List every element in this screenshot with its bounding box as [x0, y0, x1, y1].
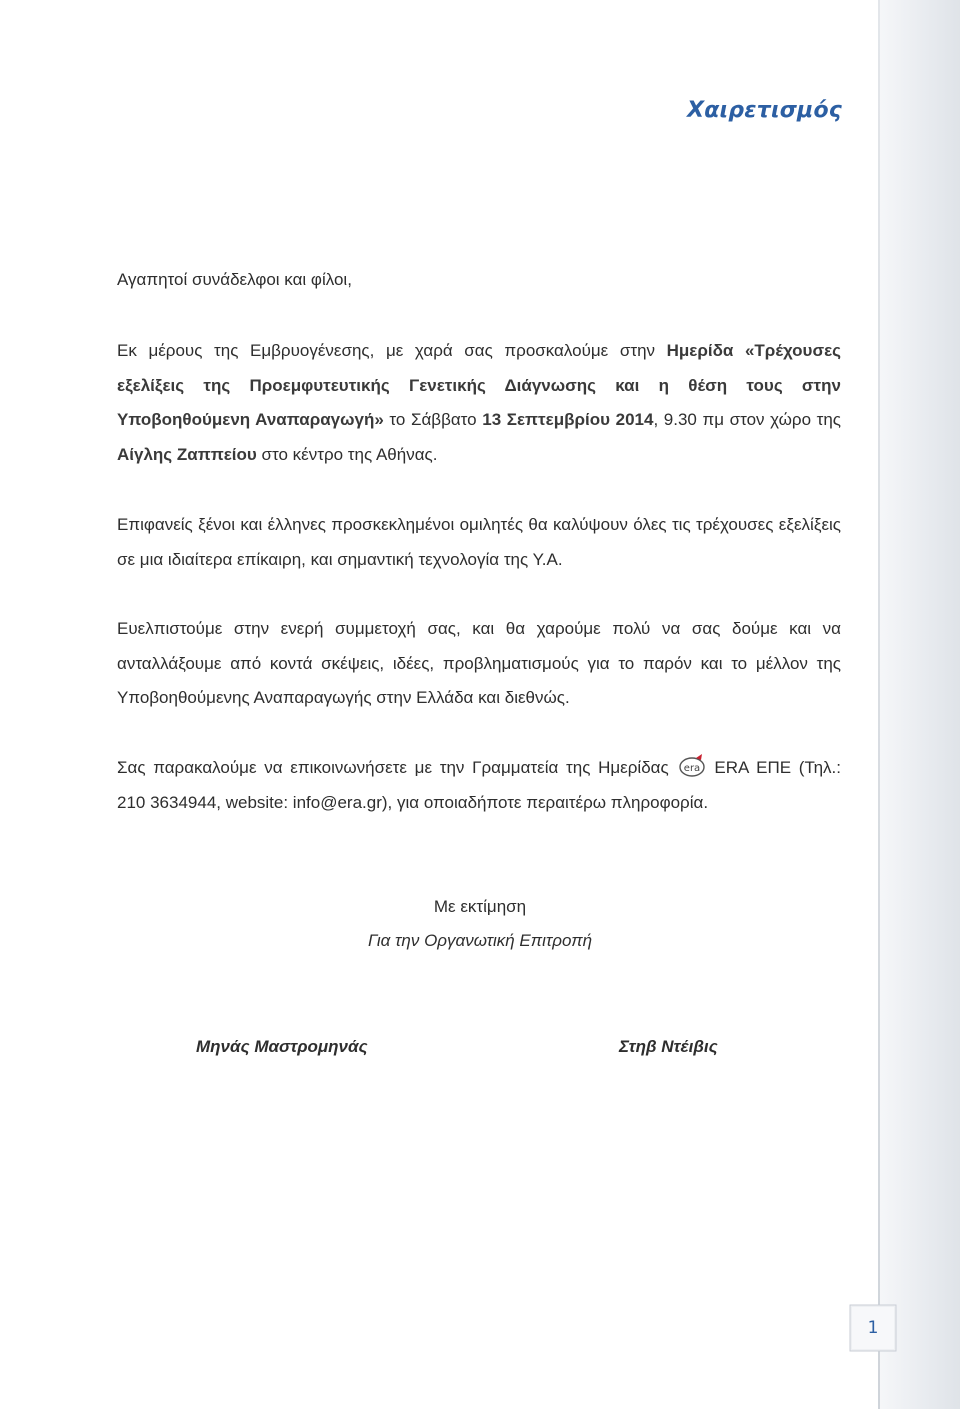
closing-committee: Για την Οργανωτική Επιτροπή	[367, 931, 593, 950]
era-logo-text: era	[684, 763, 701, 774]
invitation-text-4: στο κέντρο της Αθήνας.	[256, 444, 438, 464]
paragraph-invitation	[117, 334, 841, 472]
invitation-text-1: Εκ μέρους της Εμβρυογένεσης, με χαρά σας προσκαλούμε στην	[117, 341, 667, 360]
right-decorative-band	[878, 0, 960, 1409]
contact-text-1: Σας παρακαλούμε να επικοινωνήσετε με την Γραμματεία της Ημερίδας	[117, 758, 669, 777]
signature-name-1: Μηνάς Μαστρομηνάς	[196, 1037, 368, 1056]
page-number: 1	[867, 1318, 879, 1338]
event-venue: Αίγλης Ζαππείου	[117, 444, 257, 464]
closing-regards: Με εκτίμηση	[433, 897, 527, 916]
event-date: 13 Σεπτεμβρίου 2014	[482, 410, 654, 429]
paragraph-contact	[117, 751, 841, 820]
invitation-text-2: το Σάββατο	[383, 410, 483, 429]
signature-name-2: Στηβ Ντέιβις	[619, 1037, 718, 1056]
contact-text-2: ERA ΕΠΕ (Τηλ.: 210 3634944, website: info@era.gr), για οποιαδήποτε περαιτέρω πληροφορία.	[117, 758, 841, 812]
greeting: Αγαπητοί συνάδελφοι και φίλοι,	[117, 270, 352, 289]
era-logo	[678, 755, 708, 777]
page-title: Χαιρετισμός	[687, 98, 842, 123]
paragraph-participation: Ευελπιστούμε στην ενερή συμμετοχή σας, και θα χαρούμε πολύ να σας δούμε και να ανταλλάξουμε από κοντά σκέψεις, ιδέες, προβληματισμούς για το παρόν και το μέλλον της Υποβοηθούμενης Αναπαραγωγής στην Ελλάδα και διεθνώς.	[117, 619, 841, 707]
invitation-text-3: , 9.30 πμ στον χώρο της	[653, 410, 841, 429]
paragraph-speakers: Επιφανείς ξένοι και έλληνες προσκεκλημένοι ομιλητές θα καλύψουν όλες τις τρέχουσες εξελίξεις σε μια ιδιαίτερα επίκαιρη, και σημαντική τεχνολογία της Υ.Α.	[117, 515, 841, 569]
event-title: Ημερίδα «Τρέχουσες εξελίξεις της Προεμφυτευτικής Γενετικής Διάγνωσης και η θέση τους στην Υποβοηθούμενη Αναπαραγωγή»	[117, 341, 841, 429]
